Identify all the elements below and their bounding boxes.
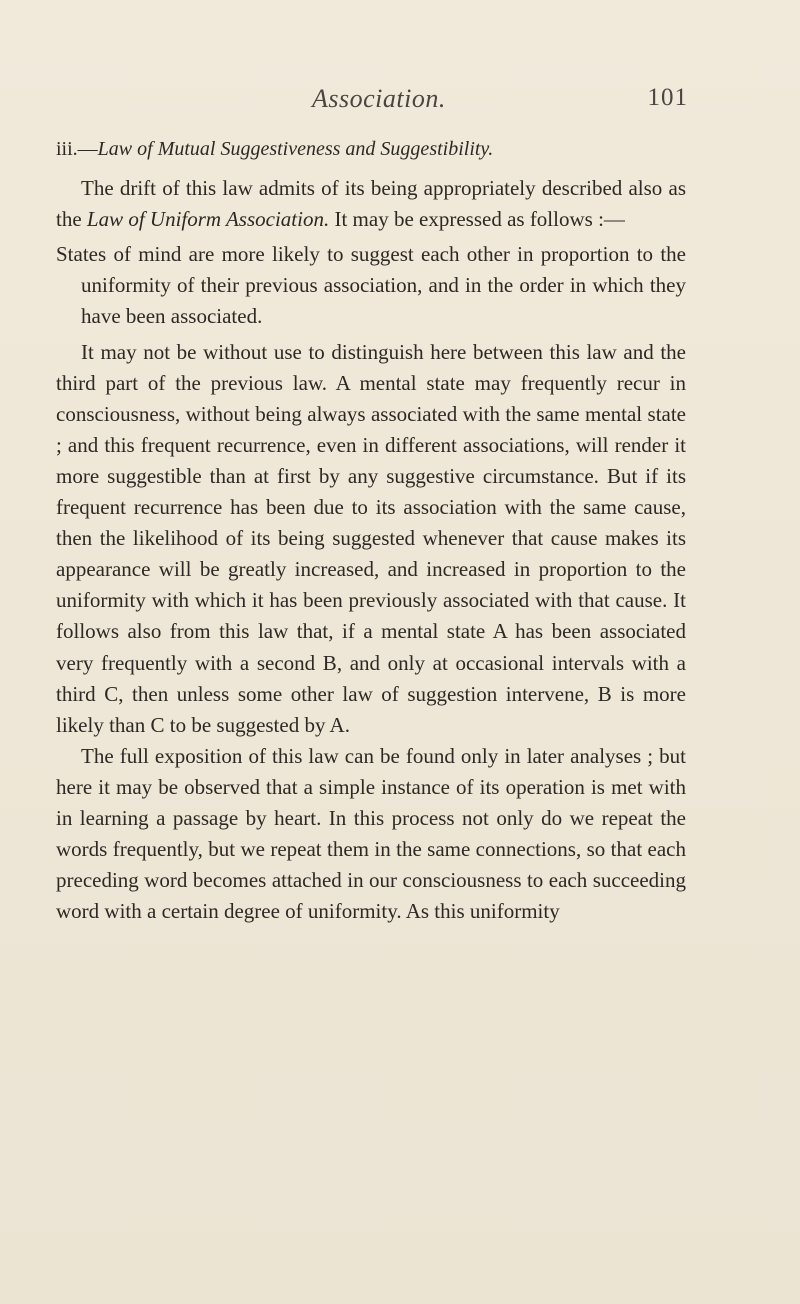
section-heading	[56, 134, 686, 165]
section-title: Law of Mutual Suggestiveness and Suggestibility.	[97, 138, 494, 160]
page-header	[300, 84, 688, 120]
running-title: Association.	[312, 84, 446, 113]
paragraph-exposition: The full exposition of this law can be found only in later analyses ; but here it may be observed that a simple instance of its operation is met with in learning a passage by heart. In this process not only do we repeat the words frequently, but we repeat them in the same connections, so that each preceding word becomes attached in our consciousness to each succeeding word with a certain degree of uniformity. As this uniformity	[56, 743, 686, 924]
paragraph-intro-italic: Law of Uniform Association.	[86, 207, 330, 232]
body-text	[56, 134, 686, 927]
page-number: 101	[647, 84, 688, 111]
paragraph-intro	[56, 173, 686, 235]
paragraph-distinction: It may not be without use to distinguish here between this law and the third part of the previous law. A mental state may frequently recur in consciousness, without being always associated with the same mental state ; and this frequent recurrence, even in different associations, will render it more suggestible than at first by any suggestive circumstance. But if its frequent recurrence has been due to its association with the same cause, then the likelihood of its being suggested whenever that cause makes its appearance will be greatly increased, and increased in proportion to the uniformity with which it has been previously associated with that cause. It follows also from this law that, if a mental state A has been associated very frequently with a second B, and only at occasional intervals with a third C, then unless some other law of suggestion intervene, B is more likely than C to be suggested by A.	[56, 339, 686, 737]
section-numeral: iii.	[56, 138, 78, 160]
section-dash: —	[77, 138, 98, 160]
law-statement: States of mind are more likely to suggest each other in proportion to the uniformity of their previous association, and in the order in which they have been associated.	[56, 242, 686, 329]
paragraph-intro-text-a: The drift of this law admits of its being appropriately described also as the	[56, 176, 686, 232]
paragraph-intro-text-b: It may be expressed as follows :—	[329, 207, 625, 232]
